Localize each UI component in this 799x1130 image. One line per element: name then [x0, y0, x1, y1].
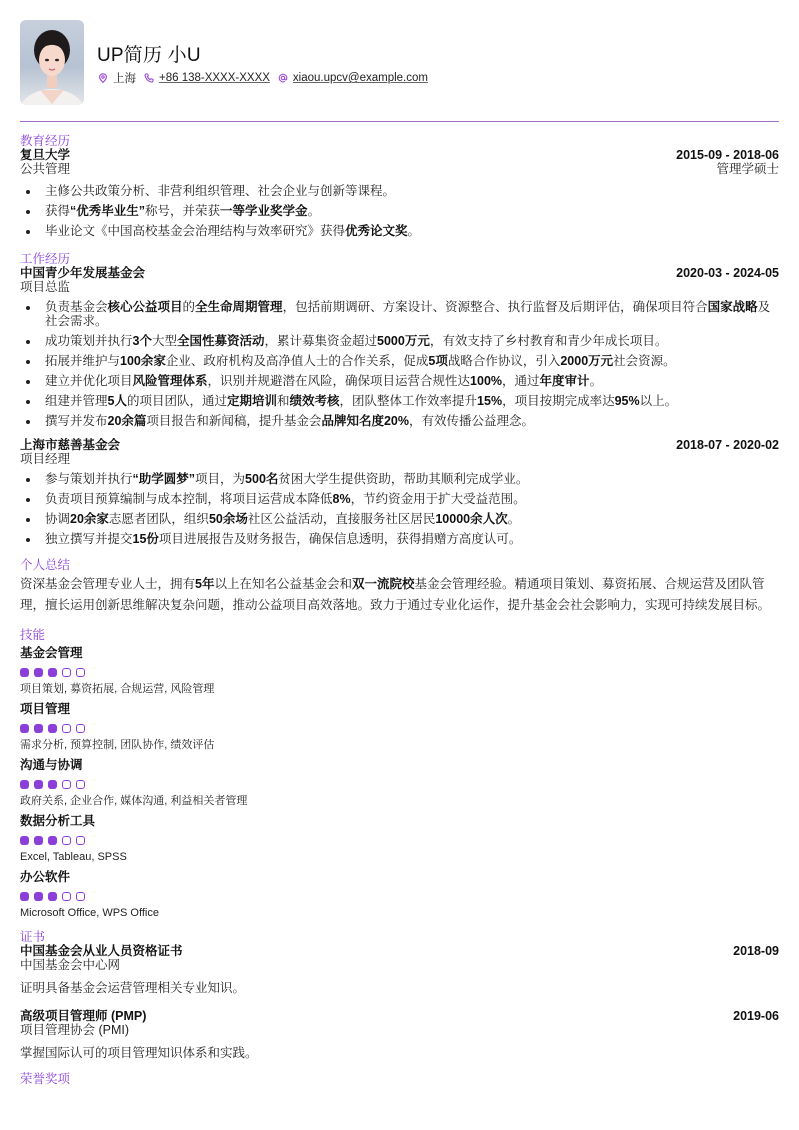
- level-dot-empty-icon: [76, 892, 85, 901]
- candidate-name: UP简历 小U: [97, 45, 201, 66]
- section-title-skills: 技能: [20, 628, 46, 642]
- bullet: 组建并管理5人的项目团队，通过定期培训和绩效考核，团队整体工作效率提升15%，项目按期完成率达95%以上。: [20, 394, 779, 408]
- skill-keywords: Microsoft Office, WPS Office: [20, 907, 159, 919]
- email-item[interactable]: [278, 72, 428, 84]
- section-title-summary: 个人总结: [20, 558, 71, 572]
- skill-item: [20, 870, 779, 920]
- bullet: 毕业论文《中国高校基金会治理结构与效率研究》获得优秀论文奖。: [20, 224, 779, 238]
- level-dot-filled-icon: [20, 668, 29, 677]
- school-name: 复旦大学: [20, 148, 71, 162]
- level-dot-filled-icon: [20, 724, 29, 733]
- awards-section: [20, 1072, 779, 1086]
- bullet: 撰写并发布20余篇项目报告和新闻稿，提升基金会品牌知名度20%，有效传播公益理念。: [20, 414, 779, 428]
- email-link[interactable]: xiaou.upcv@example.com: [292, 72, 428, 84]
- bullet: 主修公共政策分析、非营利组织管理、社会企业与创新等课程。: [20, 184, 779, 198]
- level-dot-filled-icon: [48, 780, 57, 789]
- skill-level-indicator: [20, 892, 779, 901]
- skill-name: 项目管理: [20, 702, 71, 716]
- level-dot-empty-icon: [76, 668, 85, 677]
- work-section: [20, 252, 779, 546]
- skill-level-indicator: [20, 780, 779, 789]
- skill-keywords: Excel, Tableau, SPSS: [20, 851, 127, 863]
- level-dot-empty-icon: [62, 836, 71, 845]
- work-date: 2020-03 - 2024-05: [676, 266, 779, 280]
- skill-level-indicator: [20, 668, 779, 677]
- bullet: 建立并优化项目风险管理体系，识别并规避潜在风险，确保项目运营合规性达100%，通过年度审计。: [20, 374, 779, 388]
- bullet: 负责项目预算编制与成本控制，将项目运营成本降低8%，节约资金用于扩大受益范围。: [20, 492, 779, 506]
- location-item: [98, 70, 136, 86]
- phone-icon: [144, 73, 154, 83]
- education-item-header: [20, 148, 779, 162]
- certificate-description: 掌握国际认可的项目管理知识体系和实践。: [20, 1046, 258, 1060]
- level-dot-filled-icon: [48, 668, 57, 677]
- education-date: 2015-09 - 2018-06: [676, 148, 779, 162]
- certificate-description: 证明具备基金会运营管理相关专业知识。: [20, 981, 246, 995]
- skill-keywords: 项目策划, 募资拓展, 合规运营, 风险管理: [20, 683, 215, 695]
- level-dot-filled-icon: [20, 836, 29, 845]
- skill-item: [20, 702, 779, 752]
- section-title-work: 工作经历: [20, 252, 71, 266]
- level-dot-filled-icon: [34, 668, 43, 677]
- skill-keywords: 政府关系, 企业合作, 媒体沟通, 利益相关者管理: [20, 795, 248, 807]
- at-sign-icon: [278, 73, 288, 83]
- certificate-issuer: 项目管理协会 (PMI): [20, 1023, 130, 1037]
- level-dot-empty-icon: [62, 724, 71, 733]
- level-dot-filled-icon: [34, 724, 43, 733]
- section-title-certificates: 证书: [20, 930, 46, 944]
- skill-name: 办公软件: [20, 870, 71, 884]
- level-dot-filled-icon: [48, 724, 57, 733]
- skill-level-indicator: [20, 836, 779, 845]
- level-dot-filled-icon: [48, 892, 57, 901]
- level-dot-empty-icon: [62, 892, 71, 901]
- education-section: [20, 134, 779, 238]
- level-dot-filled-icon: [34, 892, 43, 901]
- skill-item: [20, 758, 779, 808]
- certificate-name: 中国基金会从业人员资格证书: [20, 944, 183, 958]
- major: 公共管理: [20, 162, 71, 176]
- summary-section: [20, 558, 779, 616]
- skills-section: [20, 628, 779, 920]
- skill-level-indicator: [20, 724, 779, 733]
- resume-page: [20, 0, 779, 1086]
- level-dot-empty-icon: [62, 780, 71, 789]
- skill-item: [20, 646, 779, 696]
- bullet: 独立撰写并提交15份项目进展报告及财务报告，确保信息透明，获得捐赠方高度认可。: [20, 532, 779, 546]
- section-title-awards: 荣誉奖项: [20, 1072, 71, 1086]
- work-bullets: [20, 472, 779, 546]
- summary-text: 资深基金会管理专业人士，拥有5年以上在知名公益基金会和双一流院校基金会管理经验。精通项目策划、募资拓展、合规运营及团队管理，擅长运用创新思维解决复杂问题，推动公益项目高效落地。致力于通过专业化运作，提升基金会社会影响力，实现可持续发展目标。: [20, 577, 771, 612]
- work-date: 2018-07 - 2020-02: [676, 438, 779, 452]
- level-dot-empty-icon: [62, 668, 71, 677]
- bullet: 拓展并维护与100余家企业、政府机构及高净值人士的合作关系，促成5项战略合作协议，引入2000万元社会资源。: [20, 354, 779, 368]
- level-dot-filled-icon: [34, 836, 43, 845]
- skill-item: [20, 814, 779, 864]
- location-text: 上海: [113, 73, 136, 85]
- certificates-section: [20, 930, 779, 1060]
- bullet: 协调20余家志愿者团队，组织50余场社区公益活动，直接服务社区居民10000余人次。: [20, 512, 779, 526]
- skill-name: 沟通与协调: [20, 758, 83, 772]
- certificate-date: 2018-09: [733, 944, 779, 958]
- level-dot-filled-icon: [20, 780, 29, 789]
- profile-photo: [20, 20, 84, 105]
- company-name: 中国青少年发展基金会: [20, 266, 146, 280]
- bullet: 参与策划并执行“助学圆梦”项目，为500名贫困大学生提供资助，帮助其顺利完成学业。: [20, 472, 779, 486]
- certificate-header: [20, 1009, 779, 1023]
- skill-name: 基金会管理: [20, 646, 83, 660]
- certificate-issuer: 中国基金会中心网: [20, 958, 121, 972]
- certificate-date: 2019-06: [733, 1009, 779, 1023]
- location-pin-icon: [98, 73, 108, 83]
- bullet: 负责基金会核心公益项目的全生命周期管理，包括前期调研、方案设计、资源整合、执行监督及后期评估，确保项目符合国家战略及社会需求。: [20, 300, 779, 328]
- job-title: 项目经理: [20, 452, 71, 466]
- resume-header: [20, 0, 779, 122]
- level-dot-filled-icon: [20, 892, 29, 901]
- level-dot-empty-icon: [76, 780, 85, 789]
- level-dot-empty-icon: [76, 724, 85, 733]
- work-item-header: [20, 438, 779, 452]
- level-dot-filled-icon: [48, 836, 57, 845]
- level-dot-filled-icon: [34, 780, 43, 789]
- contact-info: [98, 70, 436, 86]
- section-title-education: 教育经历: [20, 134, 71, 148]
- work-bullets: [20, 300, 779, 428]
- skill-keywords: 需求分析, 预算控制, 团队协作, 绩效评估: [20, 739, 215, 751]
- degree: 管理学硕士: [716, 162, 779, 176]
- bullet: 成功策划并执行3个大型全国性募资活动，累计募集资金超过5000万元，有效支持了乡村教育和青少年成长项目。: [20, 334, 779, 348]
- job-title: 项目总监: [20, 280, 71, 294]
- phone-link[interactable]: +86 138-XXXX-XXXX: [159, 72, 270, 84]
- work-item-header: [20, 266, 779, 280]
- level-dot-empty-icon: [76, 836, 85, 845]
- education-bullets: [20, 184, 779, 238]
- certificate-name: 高级项目管理师 (PMP): [20, 1009, 147, 1023]
- skill-name: 数据分析工具: [20, 814, 96, 828]
- company-name: 上海市慈善基金会: [20, 438, 121, 452]
- bullet: 获得“优秀毕业生”称号，并荣获一等学业奖学金。: [20, 204, 779, 218]
- phone-item[interactable]: [144, 72, 270, 84]
- education-item-sub: [20, 162, 779, 176]
- skills-list: [20, 646, 779, 920]
- certificate-header: [20, 944, 779, 958]
